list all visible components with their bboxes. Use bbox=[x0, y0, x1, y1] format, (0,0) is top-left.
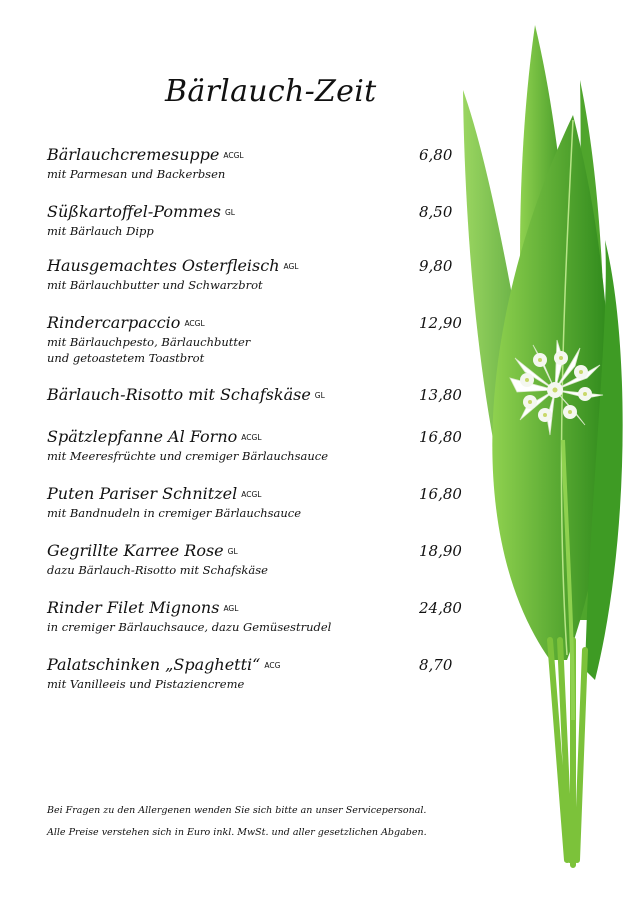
stem-bundle bbox=[550, 640, 585, 865]
item-name: Rinder Filet Mignons bbox=[47, 598, 220, 617]
allergen-code: ACGL bbox=[241, 490, 262, 499]
item-description: mit Bärlauch Dipp bbox=[47, 224, 154, 238]
menu-title: Bärlauch-Zeit bbox=[165, 74, 377, 109]
allergen-code: ACGL bbox=[184, 319, 205, 328]
footer-price-note: Alle Preise verstehen sich in Euro inkl. MwSt. und aller gesetzlichen Abgaben. bbox=[47, 827, 427, 838]
menu-item bbox=[47, 655, 487, 692]
menu-item bbox=[47, 202, 487, 239]
item-price: 18,90 bbox=[419, 542, 462, 560]
allergen-code: AGL bbox=[223, 604, 239, 613]
item-price: 12,90 bbox=[419, 314, 462, 332]
menu-item bbox=[47, 427, 487, 464]
allergen-code: ACGL bbox=[241, 433, 262, 442]
item-price: 8,50 bbox=[419, 203, 453, 221]
item-name: Rindercarpaccio bbox=[47, 313, 181, 332]
allergen-code: ACG bbox=[264, 661, 281, 670]
menu-item bbox=[47, 256, 487, 293]
menu-item bbox=[47, 145, 487, 182]
item-name: Bärlauch-Risotto mit Schafskäse bbox=[47, 385, 311, 404]
menu-item bbox=[47, 385, 487, 406]
item-description: mit Bärlauchbutter und Schwarzbrot bbox=[47, 278, 263, 292]
footer-allergen-note: Bei Fragen zu den Allergenen wenden Sie sich bitte an unser Servicepersonal. bbox=[47, 805, 427, 816]
item-name: Gegrillte Karree Rose bbox=[47, 541, 224, 560]
item-description: dazu Bärlauch-Risotto mit Schafskäse bbox=[47, 563, 268, 577]
item-price: 16,80 bbox=[419, 485, 462, 503]
item-description: in cremiger Bärlauchsauce, dazu Gemüsestrudel bbox=[47, 620, 332, 634]
allergen-code: ACGL bbox=[223, 151, 244, 160]
item-name: Palatschinken „Spaghetti“ bbox=[47, 655, 261, 674]
menu-item bbox=[47, 541, 487, 578]
item-name: Spätzlepfanne Al Forno bbox=[47, 427, 238, 446]
item-description: mit Bandnudeln in cremiger Bärlauchsauce bbox=[47, 506, 302, 520]
item-description: mit Meeresfrüchte und cremiger Bärlauchsauce bbox=[47, 449, 329, 463]
menu-item bbox=[47, 313, 487, 366]
item-name: Süßkartoffel-Pommes bbox=[47, 202, 221, 221]
item-price: 6,80 bbox=[419, 146, 453, 164]
wild-garlic-plant-icon bbox=[455, 20, 640, 880]
menu-item bbox=[47, 484, 487, 521]
item-price: 9,80 bbox=[419, 257, 453, 275]
allergen-footer bbox=[47, 800, 427, 844]
item-price: 16,80 bbox=[419, 428, 462, 446]
item-name: Puten Pariser Schnitzel bbox=[47, 484, 238, 503]
item-price: 8,70 bbox=[419, 656, 453, 674]
item-price: 24,80 bbox=[419, 599, 462, 617]
allergen-code: GL bbox=[314, 391, 325, 400]
allergen-code: GL bbox=[227, 547, 238, 556]
item-name: Bärlauchcremesuppe bbox=[47, 145, 220, 164]
allergen-code: AGL bbox=[283, 262, 299, 271]
menu-item bbox=[47, 598, 487, 635]
item-description: mit Vanilleeis und Pistaziencreme bbox=[47, 677, 245, 691]
item-description: mit Parmesan und Backerbsen bbox=[47, 167, 226, 181]
item-description: mit Bärlauchpesto, Bärlauchbutter bbox=[47, 335, 251, 349]
allergen-code: GL bbox=[225, 208, 235, 217]
item-price: 13,80 bbox=[419, 386, 462, 404]
item-name: Hausgemachtes Osterfleisch bbox=[47, 256, 280, 275]
item-description-line2: und getoastetem Toastbrot bbox=[47, 351, 205, 365]
